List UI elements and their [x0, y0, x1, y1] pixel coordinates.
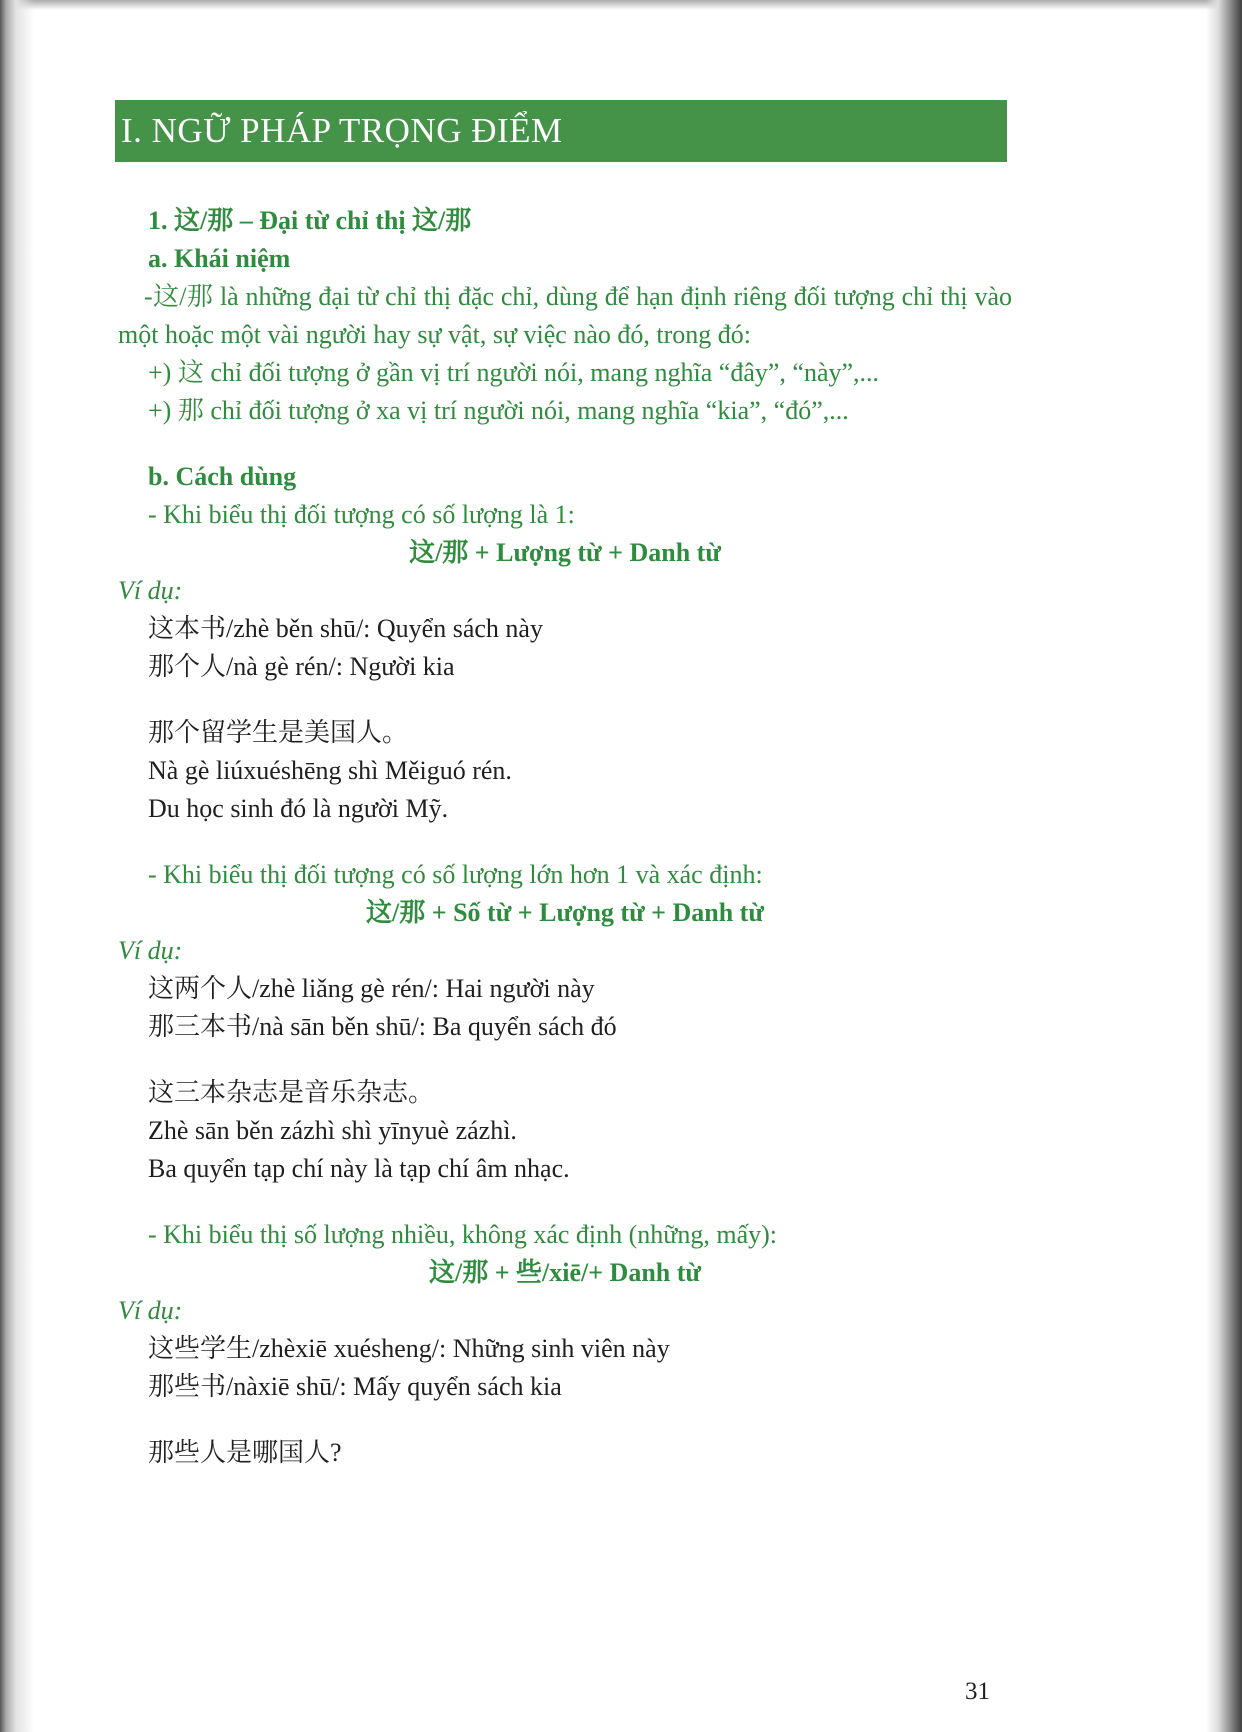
- usage-1-sentence-vi: Du học sinh đó là người Mỹ.: [148, 794, 449, 823]
- usage-2-sentence-vi: Ba quyển tạp chí này là tạp chí âm nhạc.: [148, 1154, 570, 1183]
- page-content: [118, 202, 1012, 1472]
- subheading-b: b. Cách dùng: [148, 462, 297, 491]
- usage-3-intro: - Khi biểu thị số lượng nhiều, không xác định (những, mấy):: [148, 1220, 778, 1249]
- usage-3-formula: 这/那 + 些/xiē/+ Danh từ: [428, 1258, 702, 1287]
- section-header-title: I. NGỮ PHÁP TRỌNG ĐIỂM: [121, 111, 563, 150]
- section-header-bar: [115, 100, 1007, 162]
- usage-3-vidu-label: Ví dụ:: [118, 1296, 183, 1325]
- subheading-a: a. Khái niệm: [148, 244, 291, 273]
- usage-2-sentence-pinyin: Zhè sān běn zázhì shì yīnyuè zázhì.: [148, 1116, 517, 1145]
- page-number: 31: [965, 1678, 990, 1705]
- scan-edge-left: [0, 0, 34, 1732]
- usage-2-intro: - Khi biểu thị đối tượng có số lượng lớn hơn 1 và xác định:: [148, 860, 763, 889]
- usage-1-formula: 这/那 + Lượng từ + Danh từ: [409, 538, 721, 567]
- usage-3-sentence-cn: 那些人是哪国人?: [148, 1438, 342, 1467]
- scan-edge-right: [1206, 0, 1242, 1732]
- bullet-zhe: +) 这 chỉ đối tượng ở gần vị trí người nói, mang nghĩa “đây”, “này”,...: [148, 358, 880, 387]
- usage-3-example-line: 那些书/nàxiē shū/: Mấy quyển sách kia: [148, 1372, 562, 1401]
- usage-2-example-line: 那三本书/nà sān běn shū/: Ba quyển sách đó: [148, 1012, 617, 1041]
- usage-1-example-line: 那个人/nà gè rén/: Người kia: [148, 652, 455, 681]
- scan-edge-top: [0, 0, 1242, 10]
- usage-1-example-line: 这本书/zhè běn shū/: Quyển sách này: [148, 614, 543, 643]
- usage-1-intro: - Khi biểu thị đối tượng có số lượng là 1:: [148, 500, 575, 529]
- usage-1-sentence-pinyin: Nà gè liúxuéshēng shì Měiguó rén.: [148, 756, 512, 785]
- bullet-na: +) 那 chỉ đối tượng ở xa vị trí người nói, mang nghĩa “kia”, “đó”,...: [148, 396, 849, 425]
- usage-2-example-line: 这两个人/zhè liǎng gè rén/: Hai người này: [148, 974, 595, 1003]
- usage-2-formula: 这/那 + Số từ + Lượng từ + Danh từ: [366, 898, 764, 927]
- usage-3-example-line: 这些学生/zhèxiē xuésheng/: Những sinh viên này: [148, 1334, 670, 1363]
- concept-paragraph: -这/那 là những đại từ chỉ thị đặc chỉ, dùng để hạn định riêng đối tượng chỉ thị vào một hoặc một vài người hay sự vật, sự việc nào đó, trong đó:: [118, 282, 1012, 349]
- topic-heading: 1. 这/那 – Đại từ chỉ thị 这/那: [148, 206, 472, 235]
- usage-1-sentence-cn: 那个留学生是美国人。: [148, 718, 409, 747]
- usage-2-sentence-cn: 这三本杂志是音乐杂志。: [148, 1078, 435, 1107]
- usage-1-vidu-label: Ví dụ:: [118, 576, 183, 605]
- usage-2-vidu-label: Ví dụ:: [118, 936, 183, 965]
